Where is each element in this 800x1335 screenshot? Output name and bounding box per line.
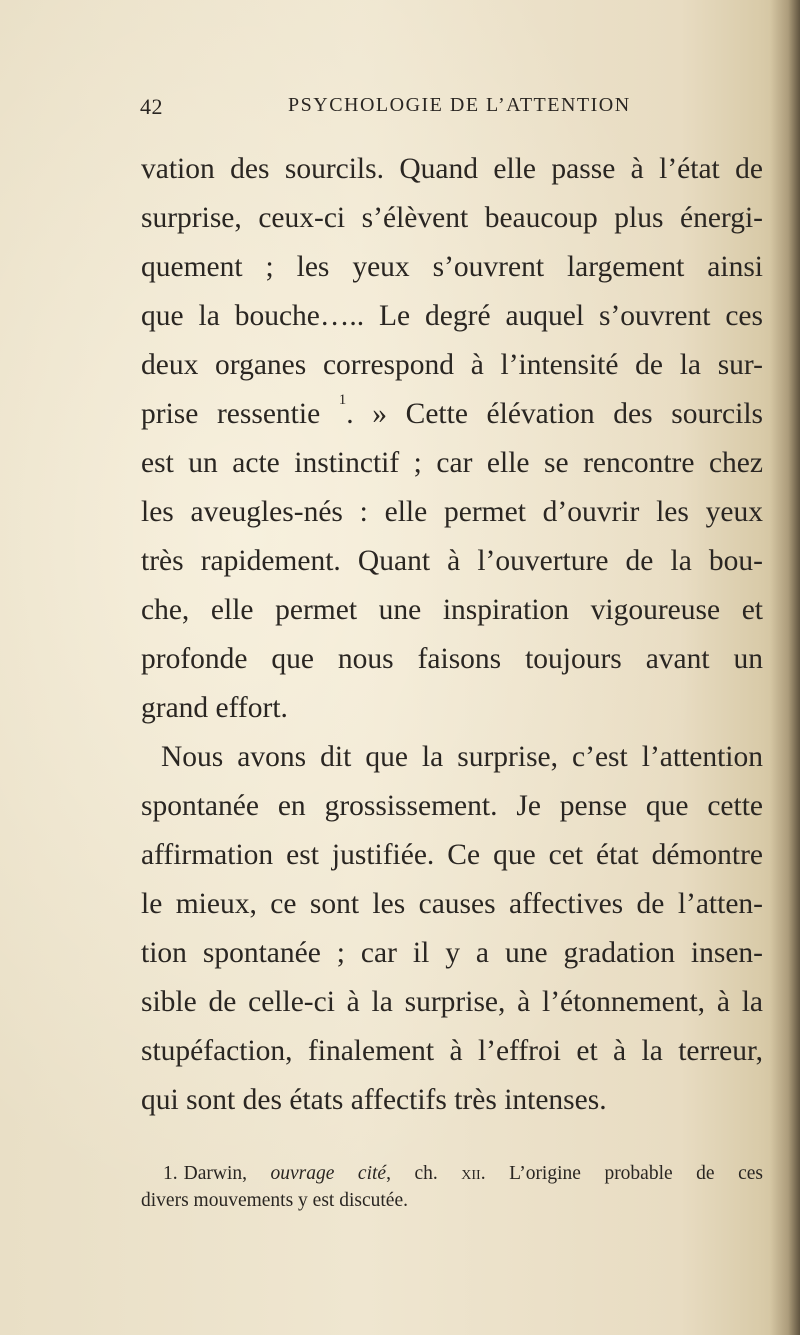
running-head (140, 94, 760, 124)
text-line: Nous avons dit que la surprise, c’est l’attention (161, 741, 763, 773)
text-line: que la bouche….. Le degré auquel s’ouvrent ces (141, 300, 763, 332)
text-fragment: . » Cette élévation des sourcils (346, 398, 763, 430)
text-fragment: . L’origine probable de ces (480, 1163, 763, 1184)
footnote-reference[interactable]: 1 (338, 392, 347, 408)
text-line: spontanée en grossissement. Je pense que cette (141, 790, 763, 822)
running-title: PSYCHOLOGIE DE L’ATTENTION (288, 94, 631, 116)
page-number: 42 (140, 94, 163, 119)
text-line: vation des sourcils. Quand elle passe à l’état de (141, 153, 763, 185)
footnote-work-title: ouvrage cité (270, 1163, 387, 1184)
text-line: affirmation est justifiée. Ce que cet état démontre (141, 839, 763, 871)
footnote-number: 1. (163, 1163, 178, 1184)
text-line: sible de celle-ci à la surprise, à l’étonnement, à la (141, 986, 763, 1018)
text-line: le mieux, ce sont les causes affectives de l’atten- (141, 888, 763, 920)
footnote (141, 1160, 763, 1214)
footnote-line: divers mouvements y est discutée. (141, 1190, 408, 1211)
text-line: quement ; les yeux s’ouvrent largement ainsi (141, 251, 763, 283)
text-line: surprise, ceux-ci s’élèvent beaucoup plus énergi- (141, 202, 763, 234)
text-line: stupéfaction, finalement à l’effroi et à la terreur, (141, 1035, 763, 1067)
footnote-author: Darwin, (183, 1163, 271, 1184)
text-line: grand effort. (141, 692, 288, 724)
text-line: qui sont des états affectifs très intenses. (141, 1084, 607, 1116)
text-fragment: , ch. (386, 1163, 462, 1184)
text-line: deux organes correspond à l’intensité de la sur- (141, 349, 763, 381)
text-fragment: prise ressentie (141, 398, 339, 430)
footnote-chapter: xii (461, 1163, 481, 1184)
footnote-line (141, 1160, 763, 1187)
body-text (141, 145, 763, 1125)
text-line: che, elle permet une inspiration vigoureuse et (141, 594, 763, 626)
page-edge-shadow (770, 0, 800, 1335)
text-line (141, 390, 763, 439)
text-line: profonde que nous faisons toujours avant un (141, 643, 763, 675)
text-line: tion spontanée ; car il y a une gradation insen- (141, 937, 763, 969)
text-line: très rapidement. Quant à l’ouverture de la bou- (141, 545, 763, 577)
text-line: les aveugles-nés : elle permet d’ouvrir les yeux (141, 496, 763, 528)
text-line: est un acte instinctif ; car elle se rencontre chez (141, 447, 763, 479)
